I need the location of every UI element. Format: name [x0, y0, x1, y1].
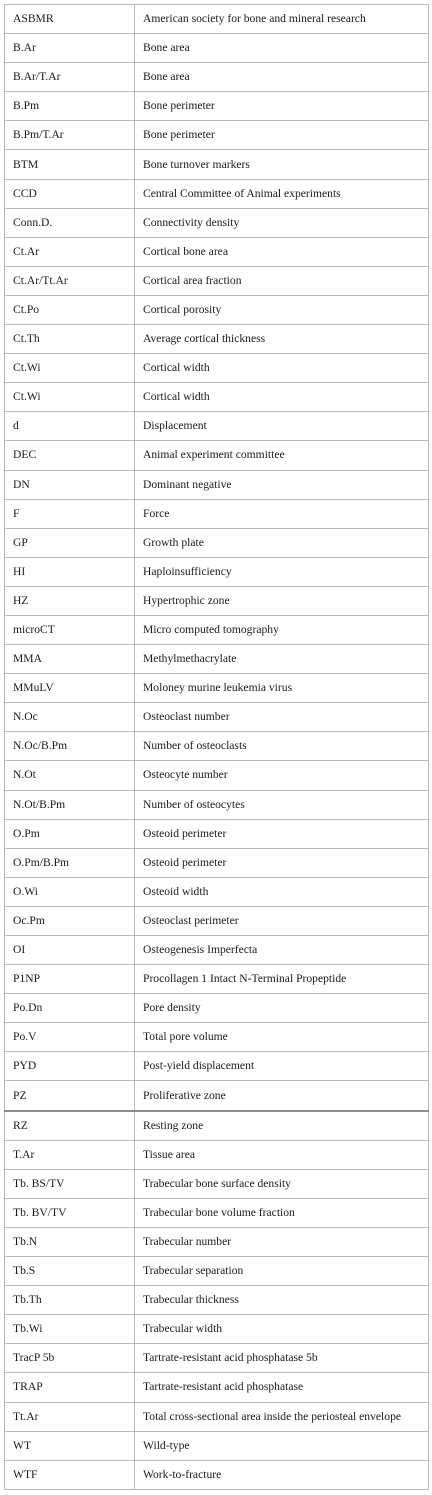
definition-cell: Procollagen 1 Intact N-Terminal Propeptide — [135, 965, 429, 994]
definition-cell: Tissue area — [135, 1140, 429, 1169]
table-row — [5, 1169, 429, 1198]
abbreviation-cell: B.Pm — [5, 92, 135, 121]
table-row — [5, 848, 429, 877]
definition-cell: Osteoclast perimeter — [135, 906, 429, 935]
definition-cell: Osteogenesis Imperfecta — [135, 936, 429, 965]
abbreviation-cell: O.Pm — [5, 819, 135, 848]
abbreviation-cell: PYD — [5, 1052, 135, 1081]
table-row — [5, 645, 429, 674]
abbreviation-cell: WTF — [5, 1460, 135, 1489]
table-row — [5, 1257, 429, 1286]
definition-cell: Bone perimeter — [135, 121, 429, 150]
abbreviation-cell: T.Ar — [5, 1140, 135, 1169]
abbreviation-cell: Tb.Th — [5, 1286, 135, 1315]
abbreviation-cell: N.Oc — [5, 703, 135, 732]
abbreviation-cell: Po.Dn — [5, 994, 135, 1023]
definition-cell: Trabecular bone volume fraction — [135, 1198, 429, 1227]
definition-cell: Methylmethacrylate — [135, 645, 429, 674]
definition-cell: Cortical width — [135, 383, 429, 412]
table-row — [5, 528, 429, 557]
abbreviation-cell: Ct.Po — [5, 295, 135, 324]
table-row — [5, 1315, 429, 1344]
table-row — [5, 383, 429, 412]
table-row — [5, 295, 429, 324]
definition-cell: Total cross-sectional area inside the periosteal envelope — [135, 1402, 429, 1431]
abbreviation-cell: Ct.Ar/Tt.Ar — [5, 266, 135, 295]
abbreviation-cell: OI — [5, 936, 135, 965]
definition-cell: Tartrate-resistant acid phosphatase — [135, 1373, 429, 1402]
table-row — [5, 208, 429, 237]
definition-cell: Work-to-fracture — [135, 1460, 429, 1489]
definition-cell: American society for bone and mineral research — [135, 5, 429, 34]
abbreviation-cell: TracP 5b — [5, 1344, 135, 1373]
table-row — [5, 615, 429, 644]
abbreviation-cell: B.Ar — [5, 34, 135, 63]
definition-cell: Trabecular thickness — [135, 1286, 429, 1315]
definition-cell: Trabecular width — [135, 1315, 429, 1344]
definition-cell: Post-yield displacement — [135, 1052, 429, 1081]
abbreviation-cell: DN — [5, 470, 135, 499]
abbreviation-cell: F — [5, 499, 135, 528]
definition-cell: Bone area — [135, 34, 429, 63]
table-row — [5, 1052, 429, 1081]
abbreviation-cell: N.Oc/B.Pm — [5, 732, 135, 761]
abbreviation-cell: P1NP — [5, 965, 135, 994]
table-row — [5, 150, 429, 179]
definition-cell: Osteoclast number — [135, 703, 429, 732]
definition-cell: Total pore volume — [135, 1023, 429, 1052]
table-row — [5, 5, 429, 34]
abbreviation-cell: B.Ar/T.Ar — [5, 63, 135, 92]
table-row — [5, 819, 429, 848]
table-row — [5, 674, 429, 703]
table-row — [5, 732, 429, 761]
abbreviation-cell: CCD — [5, 179, 135, 208]
table-row — [5, 179, 429, 208]
definition-cell: Osteoid perimeter — [135, 848, 429, 877]
abbreviations-table-container — [4, 4, 428, 1490]
table-row — [5, 965, 429, 994]
definition-cell: Number of osteocytes — [135, 790, 429, 819]
table-row — [5, 412, 429, 441]
abbreviation-cell: d — [5, 412, 135, 441]
table-row — [5, 441, 429, 470]
abbreviation-cell: Tb.S — [5, 1257, 135, 1286]
abbreviation-cell: Tb. BV/TV — [5, 1198, 135, 1227]
abbreviation-cell: TRAP — [5, 1373, 135, 1402]
abbreviation-cell: MMA — [5, 645, 135, 674]
table-row — [5, 1431, 429, 1460]
definition-cell: Animal experiment committee — [135, 441, 429, 470]
definition-cell: Wild-type — [135, 1431, 429, 1460]
definition-cell: Average cortical thickness — [135, 325, 429, 354]
definition-cell: Central Committee of Animal experiments — [135, 179, 429, 208]
table-row — [5, 470, 429, 499]
definition-cell: Connectivity density — [135, 208, 429, 237]
abbreviation-cell: DEC — [5, 441, 135, 470]
table-row — [5, 1286, 429, 1315]
definition-cell: Haploinsufficiency — [135, 557, 429, 586]
table-row — [5, 703, 429, 732]
abbreviation-cell: MMuLV — [5, 674, 135, 703]
definition-cell: Trabecular bone surface density — [135, 1169, 429, 1198]
abbreviation-cell: Ct.Wi — [5, 354, 135, 383]
abbreviation-cell: Tb.Wi — [5, 1315, 135, 1344]
definition-cell: Cortical porosity — [135, 295, 429, 324]
abbreviation-cell: Tt.Ar — [5, 1402, 135, 1431]
table-row — [5, 92, 429, 121]
table-row — [5, 877, 429, 906]
definition-cell: Proliferative zone — [135, 1081, 429, 1111]
table-row — [5, 354, 429, 383]
definition-cell: Bone area — [135, 63, 429, 92]
abbreviation-cell: N.Ot/B.Pm — [5, 790, 135, 819]
table-row — [5, 1460, 429, 1489]
definition-cell: Bone turnover markers — [135, 150, 429, 179]
table-row — [5, 906, 429, 935]
table-row — [5, 1227, 429, 1256]
definition-cell: Moloney murine leukemia virus — [135, 674, 429, 703]
abbreviation-cell: ASBMR — [5, 5, 135, 34]
definition-cell: Dominant negative — [135, 470, 429, 499]
abbreviation-cell: O.Pm/B.Pm — [5, 848, 135, 877]
definition-cell: Cortical area fraction — [135, 266, 429, 295]
table-row — [5, 1111, 429, 1141]
abbreviation-cell: Ct.Th — [5, 325, 135, 354]
table-row — [5, 790, 429, 819]
definition-cell: Displacement — [135, 412, 429, 441]
definition-cell: Resting zone — [135, 1111, 429, 1141]
definition-cell: Osteoid perimeter — [135, 819, 429, 848]
abbreviation-cell: Tb.N — [5, 1227, 135, 1256]
abbreviation-cell: Ct.Ar — [5, 237, 135, 266]
definition-cell: Force — [135, 499, 429, 528]
table-row — [5, 237, 429, 266]
definition-cell: Bone perimeter — [135, 92, 429, 121]
definition-cell: Hypertrophic zone — [135, 586, 429, 615]
table-row — [5, 34, 429, 63]
table-row — [5, 557, 429, 586]
table-row — [5, 1081, 429, 1111]
abbreviations-table-body — [5, 5, 429, 1490]
table-row — [5, 499, 429, 528]
definition-cell: Growth plate — [135, 528, 429, 557]
abbreviation-cell: Oc.Pm — [5, 906, 135, 935]
abbreviation-cell: Po.V — [5, 1023, 135, 1052]
definition-cell: Number of osteoclasts — [135, 732, 429, 761]
abbreviations-table — [4, 4, 429, 1490]
table-row — [5, 325, 429, 354]
table-row — [5, 936, 429, 965]
abbreviation-cell: N.Ot — [5, 761, 135, 790]
definition-cell: Cortical bone area — [135, 237, 429, 266]
definition-cell: Cortical width — [135, 354, 429, 383]
table-row — [5, 994, 429, 1023]
table-row — [5, 63, 429, 92]
definition-cell: Pore density — [135, 994, 429, 1023]
abbreviation-cell: HI — [5, 557, 135, 586]
abbreviation-cell: Conn.D. — [5, 208, 135, 237]
table-row — [5, 1198, 429, 1227]
abbreviation-cell: microCT — [5, 615, 135, 644]
table-row — [5, 1140, 429, 1169]
abbreviation-cell: O.Wi — [5, 877, 135, 906]
definition-cell: Trabecular separation — [135, 1257, 429, 1286]
definition-cell: Tartrate-resistant acid phosphatase 5b — [135, 1344, 429, 1373]
definition-cell: Osteoid width — [135, 877, 429, 906]
abbreviation-cell: RZ — [5, 1111, 135, 1141]
abbreviation-cell: GP — [5, 528, 135, 557]
abbreviation-cell: HZ — [5, 586, 135, 615]
abbreviation-cell: B.Pm/T.Ar — [5, 121, 135, 150]
definition-cell: Trabecular number — [135, 1227, 429, 1256]
table-row — [5, 586, 429, 615]
abbreviation-cell: PZ — [5, 1081, 135, 1111]
abbreviation-cell: BTM — [5, 150, 135, 179]
definition-cell: Micro computed tomography — [135, 615, 429, 644]
abbreviation-cell: Ct.Wi — [5, 383, 135, 412]
table-row — [5, 1402, 429, 1431]
table-row — [5, 1023, 429, 1052]
abbreviation-cell: Tb. BS/TV — [5, 1169, 135, 1198]
table-row — [5, 121, 429, 150]
definition-cell: Osteocyte number — [135, 761, 429, 790]
abbreviation-cell: WT — [5, 1431, 135, 1460]
table-row — [5, 1344, 429, 1373]
table-row — [5, 1373, 429, 1402]
table-row — [5, 761, 429, 790]
table-row — [5, 266, 429, 295]
